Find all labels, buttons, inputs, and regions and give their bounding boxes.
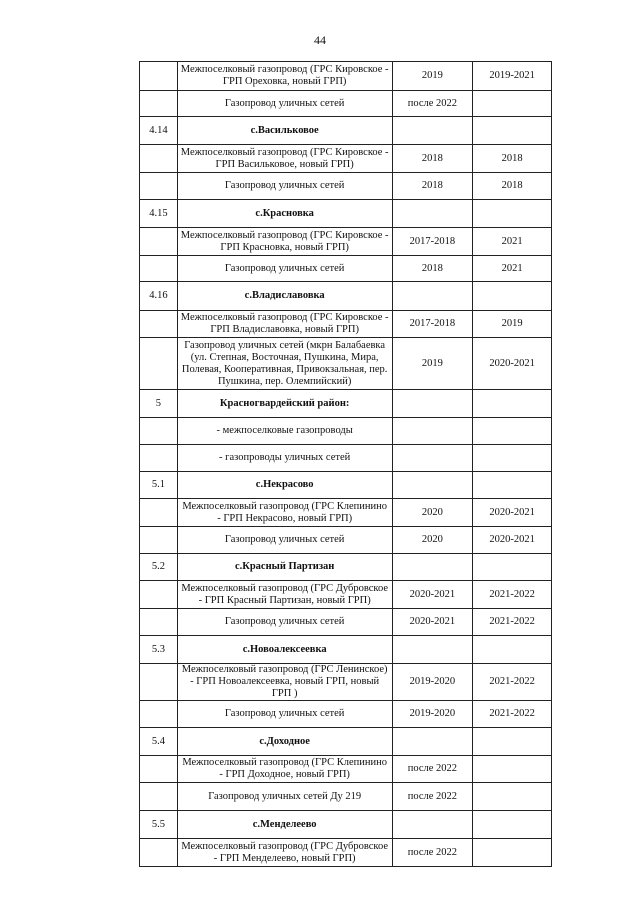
row-name-cell: Газопровод уличных сетей Ду 219 <box>177 783 392 811</box>
row-number-cell <box>140 256 178 282</box>
row-name-cell: Межпоселковый газопровод (ГРС Кировское - ГРП Ореховка, новый ГРП) <box>177 62 392 91</box>
row-col4-cell <box>473 756 552 783</box>
row-col3-cell <box>392 636 473 664</box>
table-row <box>140 636 552 664</box>
row-number-cell <box>140 62 178 91</box>
row-name-cell: с.Владиславовка <box>177 282 392 311</box>
row-name-cell: Межпоселковый газопровод (ГРС Кировское - ГРП Красновка, новый ГРП) <box>177 228 392 256</box>
row-number-cell <box>140 338 178 390</box>
table-row <box>140 756 552 783</box>
row-number-cell <box>140 228 178 256</box>
row-col3-cell <box>392 418 473 445</box>
row-name-cell: с.Красный Партизан <box>177 554 392 581</box>
row-name-cell: с.Доходное <box>177 728 392 756</box>
row-col4-cell <box>473 418 552 445</box>
row-number-cell: 5.5 <box>140 811 178 839</box>
row-col4-cell <box>473 783 552 811</box>
row-col4-cell: 2021 <box>473 228 552 256</box>
row-col3-cell <box>392 554 473 581</box>
row-number-cell <box>140 756 178 783</box>
page-number: 44 <box>314 33 326 47</box>
table-row <box>140 173 552 200</box>
row-name-cell: Межпоселковый газопровод (ГРС Клепинино - ГРП Некрасово, новый ГРП) <box>177 499 392 527</box>
row-col3-cell: после 2022 <box>392 783 473 811</box>
row-number-cell <box>140 701 178 728</box>
row-number-cell: 5 <box>140 390 178 418</box>
row-col4-cell: 2021-2022 <box>473 581 552 609</box>
table-row <box>140 145 552 173</box>
row-name-cell: Газопровод уличных сетей <box>177 91 392 117</box>
row-number-cell <box>140 445 178 472</box>
row-col3-cell: 2017-2018 <box>392 311 473 338</box>
table-row <box>140 839 552 867</box>
row-col3-cell: 2020-2021 <box>392 581 473 609</box>
table-row <box>140 62 552 91</box>
row-col3-cell <box>392 811 473 839</box>
table-row <box>140 783 552 811</box>
row-name-cell: Газопровод уличных сетей <box>177 701 392 728</box>
row-number-cell: 5.1 <box>140 472 178 499</box>
row-col4-cell: 2021 <box>473 256 552 282</box>
row-name-cell: с.Некрасово <box>177 472 392 499</box>
table-row <box>140 228 552 256</box>
table-row <box>140 256 552 282</box>
table-row <box>140 390 552 418</box>
row-number-cell <box>140 145 178 173</box>
row-name-cell: Газопровод уличных сетей <box>177 173 392 200</box>
table-row <box>140 200 552 228</box>
table-row <box>140 472 552 499</box>
table-row <box>140 609 552 636</box>
table-row <box>140 91 552 117</box>
row-col3-cell: 2018 <box>392 145 473 173</box>
row-name-cell: - межпоселковые газопроводы <box>177 418 392 445</box>
row-col3-cell: 2020 <box>392 527 473 554</box>
row-name-cell: с.Новоалексеевка <box>177 636 392 664</box>
row-number-cell <box>140 91 178 117</box>
row-col4-cell: 2019 <box>473 311 552 338</box>
row-col4-cell <box>473 390 552 418</box>
row-col3-cell <box>392 728 473 756</box>
row-col3-cell: 2019 <box>392 62 473 91</box>
row-number-cell <box>140 581 178 609</box>
table-row <box>140 338 552 390</box>
row-col4-cell <box>473 117 552 145</box>
table-row <box>140 499 552 527</box>
row-col3-cell: 2019-2020 <box>392 701 473 728</box>
row-col4-cell <box>473 282 552 311</box>
row-col3-cell: после 2022 <box>392 756 473 783</box>
row-col4-cell <box>473 811 552 839</box>
row-col3-cell: после 2022 <box>392 91 473 117</box>
row-number-cell: 4.15 <box>140 200 178 228</box>
table-row <box>140 311 552 338</box>
row-name-cell: Газопровод уличных сетей <box>177 609 392 636</box>
row-name-cell: Межпоселковый газопровод (ГРС Ленинское) - ГРП Новоалексеевка, новый ГРП, новый ГРП ) <box>177 664 392 701</box>
table-row <box>140 527 552 554</box>
row-col4-cell <box>473 728 552 756</box>
row-col3-cell <box>392 472 473 499</box>
row-number-cell: 4.16 <box>140 282 178 311</box>
row-col4-cell: 2021-2022 <box>473 609 552 636</box>
table-row <box>140 664 552 701</box>
row-number-cell <box>140 311 178 338</box>
row-col4-cell: 2020-2021 <box>473 338 552 390</box>
row-col3-cell: 2018 <box>392 256 473 282</box>
row-col4-cell <box>473 200 552 228</box>
row-col4-cell: 2020-2021 <box>473 499 552 527</box>
row-col3-cell: после 2022 <box>392 839 473 867</box>
row-name-cell: - газопроводы уличных сетей <box>177 445 392 472</box>
row-number-cell <box>140 499 178 527</box>
row-col4-cell: 2020-2021 <box>473 527 552 554</box>
row-name-cell: Межпоселковый газопровод (ГРС Кировское - ГРП Владиславовка, новый ГРП) <box>177 311 392 338</box>
gas-pipeline-table <box>139 61 552 867</box>
row-number-cell <box>140 609 178 636</box>
row-col4-cell <box>473 91 552 117</box>
table-row <box>140 581 552 609</box>
row-col4-cell <box>473 554 552 581</box>
row-name-cell: с.Красновка <box>177 200 392 228</box>
row-number-cell <box>140 173 178 200</box>
row-name-cell: Межпоселковый газопровод (ГРС Кировское - ГРП Васильковое, новый ГРП) <box>177 145 392 173</box>
table-row <box>140 445 552 472</box>
row-col4-cell: 2018 <box>473 173 552 200</box>
row-number-cell <box>140 418 178 445</box>
row-number-cell: 5.3 <box>140 636 178 664</box>
table-row <box>140 701 552 728</box>
row-col4-cell: 2019-2021 <box>473 62 552 91</box>
table-row <box>140 117 552 145</box>
row-name-cell: Газопровод уличных сетей <box>177 527 392 554</box>
row-number-cell: 5.2 <box>140 554 178 581</box>
row-col4-cell <box>473 445 552 472</box>
row-col4-cell: 2021-2022 <box>473 664 552 701</box>
row-name-cell: Межпоселковый газопровод (ГРС Дубровское - ГРП Красный Партизан, новый ГРП) <box>177 581 392 609</box>
row-col3-cell: 2020-2021 <box>392 609 473 636</box>
row-name-cell: Газопровод уличных сетей (мкрн Балабаевка (ул. Степная, Восточная, Пушкина, Мира, Полевая, Кооперативная, Привокзальная, пер. Пушкина, пер. Олемпийский) <box>177 338 392 390</box>
row-name-cell: с.Васильковое <box>177 117 392 145</box>
row-col4-cell: 2021-2022 <box>473 701 552 728</box>
row-number-cell: 4.14 <box>140 117 178 145</box>
row-col4-cell: 2018 <box>473 145 552 173</box>
table-row <box>140 554 552 581</box>
row-col3-cell <box>392 445 473 472</box>
row-col3-cell <box>392 117 473 145</box>
row-col4-cell <box>473 636 552 664</box>
row-col4-cell <box>473 472 552 499</box>
table-body <box>140 62 552 867</box>
row-number-cell <box>140 664 178 701</box>
table-row <box>140 282 552 311</box>
table-row <box>140 811 552 839</box>
row-col3-cell <box>392 390 473 418</box>
row-number-cell: 5.4 <box>140 728 178 756</box>
row-name-cell: Газопровод уличных сетей <box>177 256 392 282</box>
row-name-cell: Межпоселковый газопровод (ГРС Клепинино - ГРП Доходное, новый ГРП) <box>177 756 392 783</box>
row-col3-cell: 2019-2020 <box>392 664 473 701</box>
row-name-cell: Межпоселковый газопровод (ГРС Дубровское - ГРП Менделеево, новый ГРП) <box>177 839 392 867</box>
row-col3-cell <box>392 282 473 311</box>
row-number-cell <box>140 783 178 811</box>
row-col3-cell: 2020 <box>392 499 473 527</box>
row-col3-cell: 2017-2018 <box>392 228 473 256</box>
table-row <box>140 418 552 445</box>
row-name-cell: Красногвардейский район: <box>177 390 392 418</box>
row-col3-cell: 2019 <box>392 338 473 390</box>
row-name-cell: с.Менделеево <box>177 811 392 839</box>
row-col4-cell <box>473 839 552 867</box>
row-col3-cell: 2018 <box>392 173 473 200</box>
row-number-cell <box>140 839 178 867</box>
row-col3-cell <box>392 200 473 228</box>
table-row <box>140 728 552 756</box>
row-number-cell <box>140 527 178 554</box>
